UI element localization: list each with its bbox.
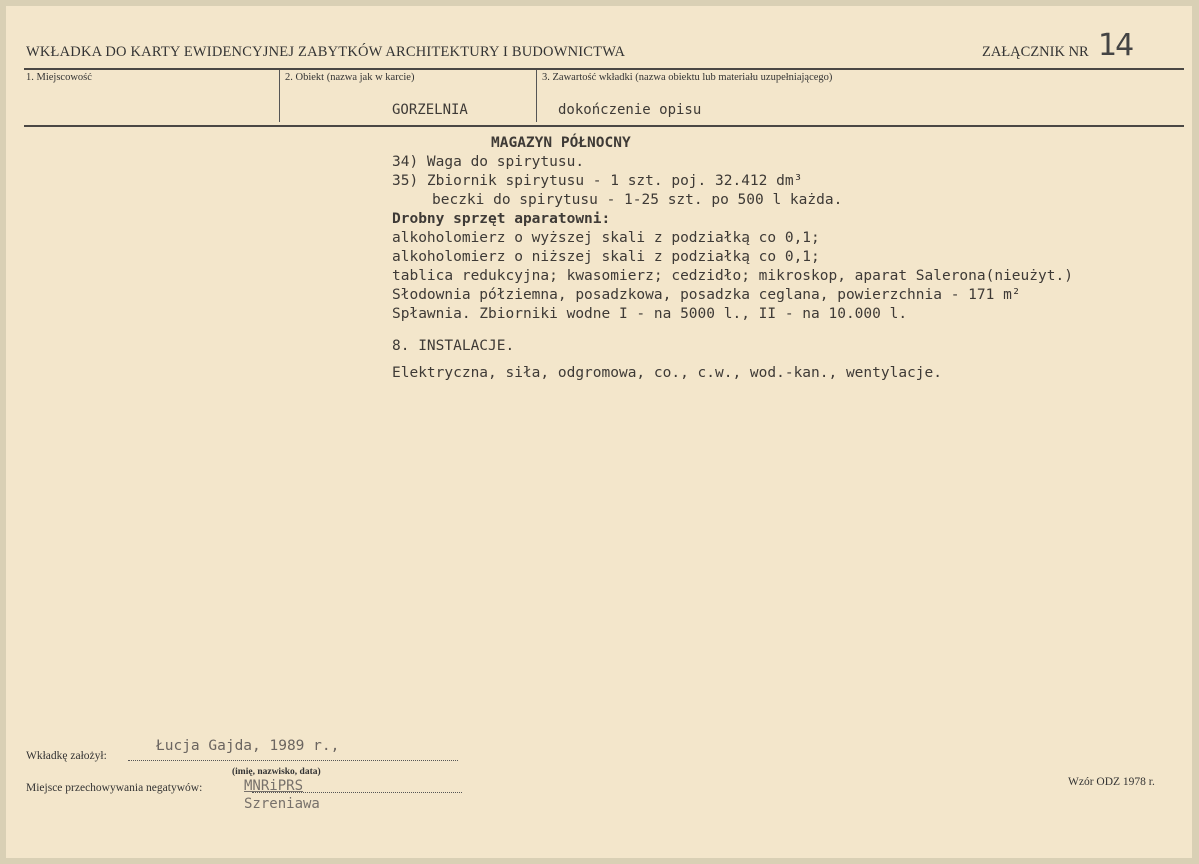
section-8-heading: 8. INSTALACJE. [392, 338, 515, 354]
negatives-value-1: MNRiPRS [244, 778, 304, 794]
record-card [6, 6, 1192, 858]
item-35: 35) Zbiornik spirytusu - 1 szt. poj. 32.412 dm³ [392, 173, 803, 189]
field-divider-2 [536, 70, 537, 122]
small-equipment-heading: Drobny sprzęt aparatowni: [392, 211, 611, 227]
item-34: 34) Waga do spirytusu. [392, 154, 585, 170]
object-label: 2. Obiekt (nazwa jak w karcie) [285, 72, 415, 83]
author-label: Wkładkę założył: [26, 750, 107, 762]
card-title: WKŁADKA DO KARTY EWIDENCYJNEJ ZABYTKÓW ARCHITEKTURY I BUDOWNICTWA [26, 44, 626, 60]
object-value: GORZELNIA [392, 102, 468, 118]
content-value: dokończenie opisu [558, 102, 702, 118]
annex-label: ZAŁĄCZNIK NR [982, 44, 1089, 60]
form-code: Wzór ODZ 1978 r. [1068, 776, 1155, 788]
annex-number: 14 [1098, 28, 1133, 63]
author-hint: (imię, nazwisko, data) [232, 767, 321, 777]
content-label: 3. Zawartość wkładki (nazwa obiektu lub materiału uzupełniającego) [542, 72, 833, 83]
field-divider-1 [279, 70, 280, 122]
item-35-barrels: beczki do spirytusu - 1-25 szt. po 500 l każda. [432, 192, 843, 208]
equipment-line-1: alkoholomierz o wyższej skali z podziałką co 0,1; [392, 230, 820, 246]
spillway-line: Spławnia. Zbiorniki wodne I - na 5000 l., II - na 10.000 l. [392, 306, 908, 322]
negatives-label: Miejsce przechowywania negatywów: [26, 782, 203, 794]
section-heading: MAGAZYN PÓŁNOCNY [491, 135, 631, 151]
fields-rule [24, 125, 1184, 127]
header-rule [24, 68, 1184, 70]
malthouse-line: Słodownia półziemna, posadzkowa, posadzka ceglana, powierzchnia - 171 m² [392, 287, 1021, 303]
equipment-line-2: alkoholomierz o niższej skali z podziałką co 0,1; [392, 249, 820, 265]
equipment-line-3: tablica redukcyjna; kwasomierz; cedzidło; mikroskop, aparat Salerona(nieużyt.) [392, 268, 1073, 284]
installations-line: Elektryczna, siła, odgromowa, co., c.w., wod.-kan., wentylacje. [392, 365, 942, 381]
author-dotted-line [128, 760, 458, 761]
negatives-value-2: Szreniawa [244, 796, 320, 812]
author-value: Łucja Gajda, 1989 r., [156, 738, 340, 754]
locality-label: 1. Miejscowość [26, 72, 92, 83]
